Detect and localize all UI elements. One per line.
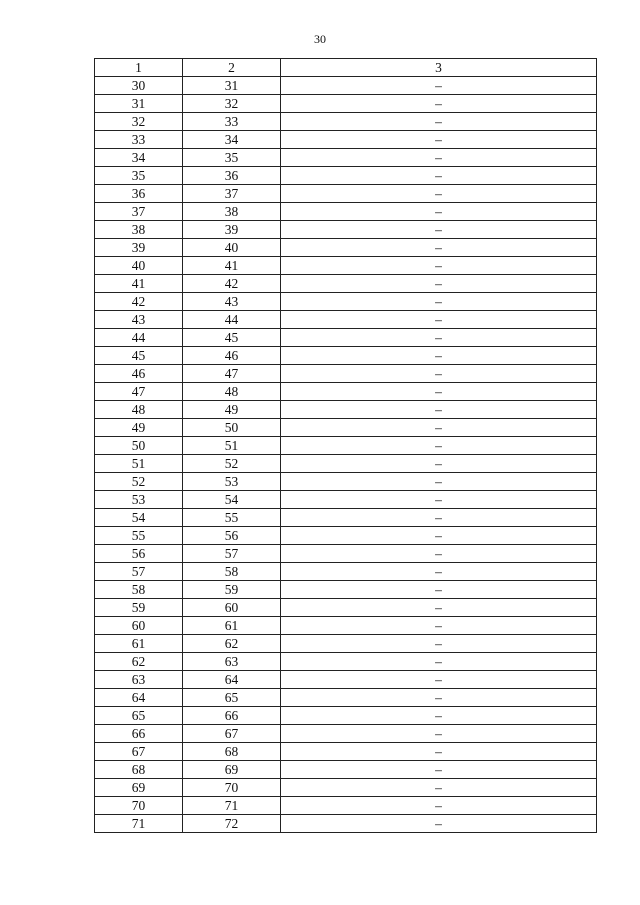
table-cell-col-3: – <box>281 815 597 833</box>
table-cell-col-2: 48 <box>183 383 281 401</box>
table-cell-col-3: – <box>281 689 597 707</box>
table-cell-col-3: – <box>281 599 597 617</box>
table-cell-col-2: 31 <box>183 77 281 95</box>
table-cell-col-3: – <box>281 95 597 113</box>
table-cell-col-3: – <box>281 113 597 131</box>
table-cell-col-2: 67 <box>183 725 281 743</box>
table-row <box>95 599 597 617</box>
table-row <box>95 743 597 761</box>
table-cell-col-1: 56 <box>95 545 183 563</box>
table-cell-col-1: 65 <box>95 707 183 725</box>
table-cell-col-3: – <box>281 383 597 401</box>
data-table <box>94 58 597 833</box>
table-row <box>95 203 597 221</box>
table-cell-col-1: 42 <box>95 293 183 311</box>
table-row <box>95 653 597 671</box>
table-cell-col-3: – <box>281 365 597 383</box>
table-cell-col-1: 66 <box>95 725 183 743</box>
table-cell-col-2: 52 <box>183 455 281 473</box>
table-cell-col-2: 68 <box>183 743 281 761</box>
table-cell-col-2: 56 <box>183 527 281 545</box>
table-cell-col-2: 70 <box>183 779 281 797</box>
table-cell-col-3: – <box>281 797 597 815</box>
table-row <box>95 167 597 185</box>
table-cell-col-3: – <box>281 509 597 527</box>
table-cell-col-3: – <box>281 275 597 293</box>
table-cell-col-3: – <box>281 131 597 149</box>
table-cell-col-2: 50 <box>183 419 281 437</box>
table-cell-col-2: 55 <box>183 509 281 527</box>
table-cell-col-1: 55 <box>95 527 183 545</box>
table-body <box>95 77 597 833</box>
table-cell-col-3: – <box>281 635 597 653</box>
table-header-row <box>95 59 597 77</box>
table-cell-col-1: 67 <box>95 743 183 761</box>
table-cell-col-2: 53 <box>183 473 281 491</box>
table-cell-col-1: 43 <box>95 311 183 329</box>
table-cell-col-1: 58 <box>95 581 183 599</box>
table-cell-col-2: 66 <box>183 707 281 725</box>
table-cell-col-1: 69 <box>95 779 183 797</box>
table-cell-col-1: 34 <box>95 149 183 167</box>
table-cell-col-2: 32 <box>183 95 281 113</box>
table-cell-col-2: 54 <box>183 491 281 509</box>
table-cell-col-2: 41 <box>183 257 281 275</box>
table-cell-col-1: 46 <box>95 365 183 383</box>
table-cell-col-2: 71 <box>183 797 281 815</box>
table-row <box>95 131 597 149</box>
table-cell-col-2: 64 <box>183 671 281 689</box>
table-cell-col-1: 64 <box>95 689 183 707</box>
table-cell-col-2: 61 <box>183 617 281 635</box>
table-row <box>95 221 597 239</box>
table-cell-col-3: – <box>281 491 597 509</box>
table-row <box>95 401 597 419</box>
table-row <box>95 257 597 275</box>
table-cell-col-1: 50 <box>95 437 183 455</box>
table-cell-col-1: 40 <box>95 257 183 275</box>
table-cell-col-3: – <box>281 473 597 491</box>
table-cell-col-3: – <box>281 401 597 419</box>
table-row <box>95 293 597 311</box>
table-cell-col-3: – <box>281 257 597 275</box>
table-row <box>95 779 597 797</box>
table-cell-col-2: 35 <box>183 149 281 167</box>
table-cell-col-3: – <box>281 329 597 347</box>
table-cell-col-2: 69 <box>183 761 281 779</box>
table-cell-col-1: 33 <box>95 131 183 149</box>
table-row <box>95 563 597 581</box>
table-row <box>95 617 597 635</box>
table-cell-col-1: 49 <box>95 419 183 437</box>
table-row <box>95 347 597 365</box>
table-cell-col-1: 30 <box>95 77 183 95</box>
table-header <box>95 59 597 77</box>
table-row <box>95 95 597 113</box>
table-cell-col-1: 35 <box>95 167 183 185</box>
table-cell-col-1: 53 <box>95 491 183 509</box>
table-cell-col-2: 39 <box>183 221 281 239</box>
table-cell-col-2: 44 <box>183 311 281 329</box>
table-cell-col-1: 39 <box>95 239 183 257</box>
table-row <box>95 635 597 653</box>
table-cell-col-3: – <box>281 563 597 581</box>
table-row <box>95 275 597 293</box>
table-cell-col-2: 58 <box>183 563 281 581</box>
table-cell-col-1: 32 <box>95 113 183 131</box>
page-number: 30 <box>314 32 326 46</box>
table-cell-col-3: – <box>281 779 597 797</box>
table-row <box>95 77 597 95</box>
table-row <box>95 527 597 545</box>
table-row <box>95 437 597 455</box>
table-cell-col-2: 62 <box>183 635 281 653</box>
table-row <box>95 329 597 347</box>
table-cell-col-3: – <box>281 419 597 437</box>
table-cell-col-2: 37 <box>183 185 281 203</box>
table-cell-col-1: 44 <box>95 329 183 347</box>
table-row <box>95 545 597 563</box>
table-row <box>95 149 597 167</box>
table-cell-col-1: 63 <box>95 671 183 689</box>
table-cell-col-1: 54 <box>95 509 183 527</box>
table-cell-col-1: 37 <box>95 203 183 221</box>
column-header-2: 2 <box>183 59 281 77</box>
table-cell-col-1: 51 <box>95 455 183 473</box>
table-cell-col-3: – <box>281 77 597 95</box>
table-cell-col-1: 70 <box>95 797 183 815</box>
table-row <box>95 797 597 815</box>
table-cell-col-1: 52 <box>95 473 183 491</box>
table-row <box>95 671 597 689</box>
table-cell-col-3: – <box>281 545 597 563</box>
table-cell-col-3: – <box>281 239 597 257</box>
table-cell-col-1: 48 <box>95 401 183 419</box>
table-cell-col-3: – <box>281 221 597 239</box>
table-cell-col-1: 38 <box>95 221 183 239</box>
table-row <box>95 581 597 599</box>
table-row <box>95 113 597 131</box>
table-cell-col-3: – <box>281 293 597 311</box>
table-cell-col-3: – <box>281 149 597 167</box>
table-row <box>95 311 597 329</box>
table-cell-col-1: 41 <box>95 275 183 293</box>
table-cell-col-3: – <box>281 581 597 599</box>
table-cell-col-1: 60 <box>95 617 183 635</box>
table-cell-col-2: 36 <box>183 167 281 185</box>
table-cell-col-2: 43 <box>183 293 281 311</box>
table-row <box>95 473 597 491</box>
table-cell-col-3: – <box>281 761 597 779</box>
table-row <box>95 455 597 473</box>
table-cell-col-2: 60 <box>183 599 281 617</box>
table-cell-col-3: – <box>281 707 597 725</box>
table-cell-col-2: 34 <box>183 131 281 149</box>
table-cell-col-2: 63 <box>183 653 281 671</box>
table-cell-col-2: 33 <box>183 113 281 131</box>
table-cell-col-3: – <box>281 743 597 761</box>
table-row <box>95 365 597 383</box>
table-cell-col-3: – <box>281 725 597 743</box>
table-cell-col-2: 57 <box>183 545 281 563</box>
table-row <box>95 419 597 437</box>
table-row <box>95 707 597 725</box>
table-cell-col-2: 38 <box>183 203 281 221</box>
table-cell-col-3: – <box>281 671 597 689</box>
table-cell-col-2: 40 <box>183 239 281 257</box>
table-row <box>95 815 597 833</box>
table-cell-col-3: – <box>281 437 597 455</box>
table-cell-col-1: 71 <box>95 815 183 833</box>
table-cell-col-1: 47 <box>95 383 183 401</box>
table-cell-col-2: 49 <box>183 401 281 419</box>
table-cell-col-2: 51 <box>183 437 281 455</box>
table-cell-col-2: 65 <box>183 689 281 707</box>
table-cell-col-1: 31 <box>95 95 183 113</box>
table-row <box>95 761 597 779</box>
table-row <box>95 383 597 401</box>
table-row <box>95 491 597 509</box>
table-row <box>95 689 597 707</box>
table-cell-col-2: 45 <box>183 329 281 347</box>
column-header-1: 1 <box>95 59 183 77</box>
table-cell-col-3: – <box>281 455 597 473</box>
table-cell-col-3: – <box>281 203 597 221</box>
table-cell-col-3: – <box>281 617 597 635</box>
table-cell-col-1: 61 <box>95 635 183 653</box>
table-row <box>95 509 597 527</box>
table-cell-col-1: 36 <box>95 185 183 203</box>
table-cell-col-1: 57 <box>95 563 183 581</box>
table-row <box>95 185 597 203</box>
table-cell-col-1: 68 <box>95 761 183 779</box>
table-row <box>95 725 597 743</box>
table-cell-col-3: – <box>281 311 597 329</box>
table-cell-col-2: 47 <box>183 365 281 383</box>
table-cell-col-3: – <box>281 653 597 671</box>
table-cell-col-1: 59 <box>95 599 183 617</box>
table-cell-col-1: 62 <box>95 653 183 671</box>
table-cell-col-2: 46 <box>183 347 281 365</box>
column-header-3: 3 <box>281 59 597 77</box>
table-cell-col-3: – <box>281 167 597 185</box>
table-cell-col-2: 59 <box>183 581 281 599</box>
table-cell-col-2: 72 <box>183 815 281 833</box>
table-cell-col-3: – <box>281 527 597 545</box>
table-row <box>95 239 597 257</box>
table-cell-col-3: – <box>281 185 597 203</box>
table-cell-col-2: 42 <box>183 275 281 293</box>
table-cell-col-1: 45 <box>95 347 183 365</box>
table-cell-col-3: – <box>281 347 597 365</box>
